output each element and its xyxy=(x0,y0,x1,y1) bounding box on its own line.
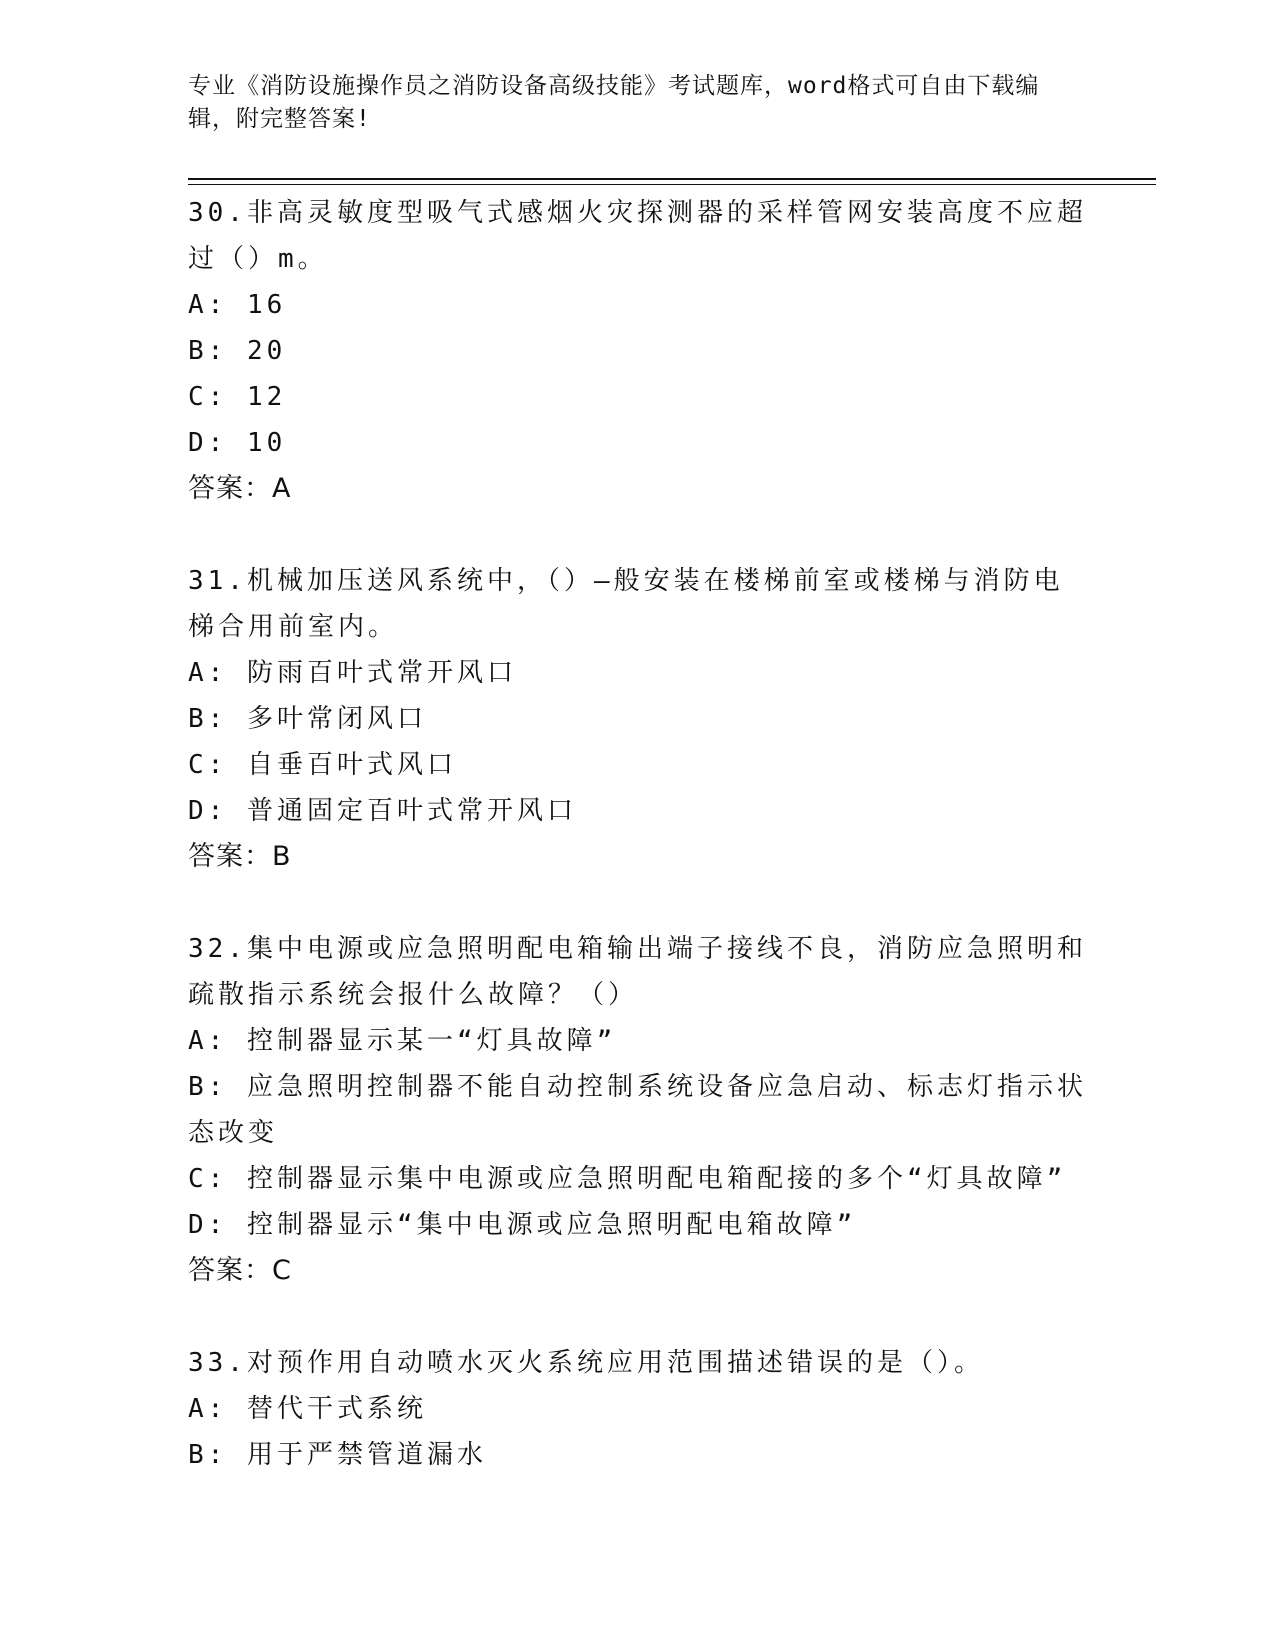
question-stem: 32.集中电源或应急照明配电箱输出端子接线不良，消防应急照明和疏散指示系统会报什么故障？（） xyxy=(188,934,1087,1010)
question-stem: 31.机械加压送风系统中，（）—般安装在楼梯前室或楼梯与消防电梯合用前室内。 xyxy=(188,566,1064,642)
question-30 xyxy=(188,190,1088,512)
question-32 xyxy=(188,926,1088,1294)
page-header: 专业《消防设施操作员之消防设备高级技能》考试题库，word格式可自由下载编辑，附完整答案! xyxy=(188,73,1040,132)
option-b: B: 应急照明控制器不能自动控制系统设备应急启动、标志灯指示状态改变 xyxy=(188,1072,1087,1148)
header-rule-thin xyxy=(188,184,1156,185)
question-list xyxy=(188,190,1088,1524)
option-c: C: 自垂百叶式风口 xyxy=(188,750,457,780)
option-b: B: 用于严禁管道漏水 xyxy=(188,1440,487,1470)
answer-label: 答案：B xyxy=(188,841,292,872)
question-33 xyxy=(188,1340,1088,1478)
option-d: D: 普通固定百叶式常开风口 xyxy=(188,796,577,826)
answer-label: 答案：C xyxy=(188,1255,292,1286)
option-d: D: 10 xyxy=(188,428,287,458)
question-31 xyxy=(188,558,1088,880)
option-c: C: 12 xyxy=(188,382,287,412)
option-b: B: 多叶常闭风口 xyxy=(188,704,427,734)
answer-label: 答案：A xyxy=(188,473,292,504)
question-stem: 33.对预作用自动喷水灭火系统应用范围描述错误的是（）。 xyxy=(188,1348,984,1378)
option-c: C: 控制器显示集中电源或应急照明配电箱配接的多个“灯具故障” xyxy=(188,1164,1067,1194)
option-a: A: 防雨百叶式常开风口 xyxy=(188,658,517,688)
header-rule-thick xyxy=(188,178,1156,180)
option-a: A: 替代干式系统 xyxy=(188,1394,427,1424)
option-d: D: 控制器显示“集中电源或应急照明配电箱故障” xyxy=(188,1210,857,1240)
option-a: A: 16 xyxy=(188,290,287,320)
question-stem: 30.非高灵敏度型吸气式感烟火灾探测器的采样管网安装高度不应超过（）m。 xyxy=(188,198,1087,274)
option-a: A: 控制器显示某一“灯具故障” xyxy=(188,1026,617,1056)
option-b: B: 20 xyxy=(188,336,287,366)
